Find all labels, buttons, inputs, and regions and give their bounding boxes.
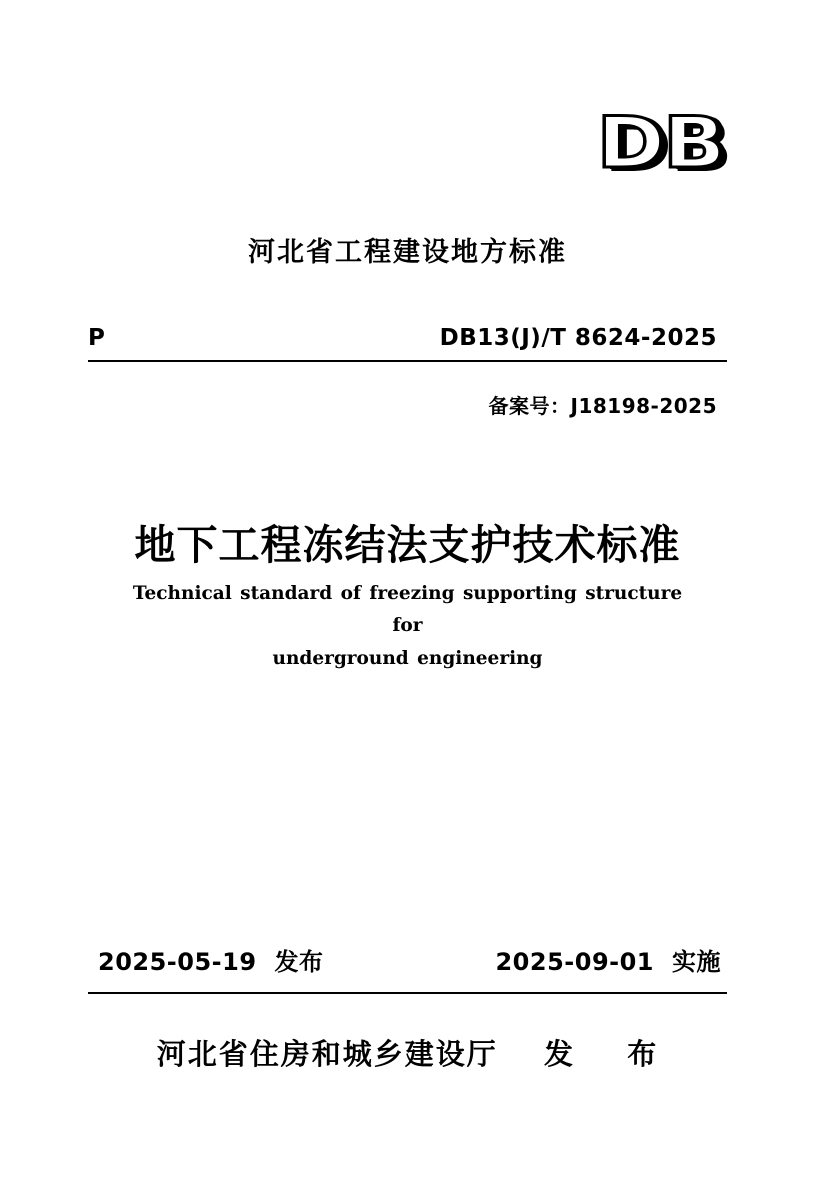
db-logo-text: DB bbox=[596, 102, 723, 184]
publisher-line bbox=[0, 1032, 815, 1073]
implementation-date: 2025-09-01 bbox=[495, 948, 654, 976]
publisher-name: 河北省住房和城乡建设厅 bbox=[156, 1037, 498, 1071]
document-title-english-line2: underground engineering bbox=[272, 647, 543, 669]
divider-under-dates bbox=[88, 992, 727, 994]
standard-code-row bbox=[88, 314, 727, 362]
category-letter: P bbox=[88, 325, 106, 351]
divider-under-code bbox=[88, 360, 727, 362]
release-date: 2025-05-19 bbox=[98, 948, 257, 976]
release-date-group bbox=[98, 942, 324, 977]
implementation-date-group bbox=[495, 942, 721, 977]
standard-series-title: 河北省工程建设地方标准 bbox=[248, 237, 567, 268]
dates-row bbox=[88, 942, 727, 977]
db-logo bbox=[503, 102, 723, 184]
publisher-action-2: 布 bbox=[627, 1037, 659, 1071]
document-title-english-line1: Technical standard of freezing supporting structure for bbox=[132, 583, 683, 637]
release-label: 发布 bbox=[274, 948, 324, 976]
document-title-chinese: 地下工程冻结法支护技术标准 bbox=[134, 521, 681, 569]
filing-number: 备案号：J18198-2025 bbox=[488, 394, 717, 418]
document-title-english bbox=[120, 578, 695, 675]
publisher-action-1: 发 bbox=[543, 1037, 575, 1071]
standard-code: DB13(J)/T 8624-2025 bbox=[439, 325, 717, 351]
implementation-label: 实施 bbox=[672, 948, 721, 976]
